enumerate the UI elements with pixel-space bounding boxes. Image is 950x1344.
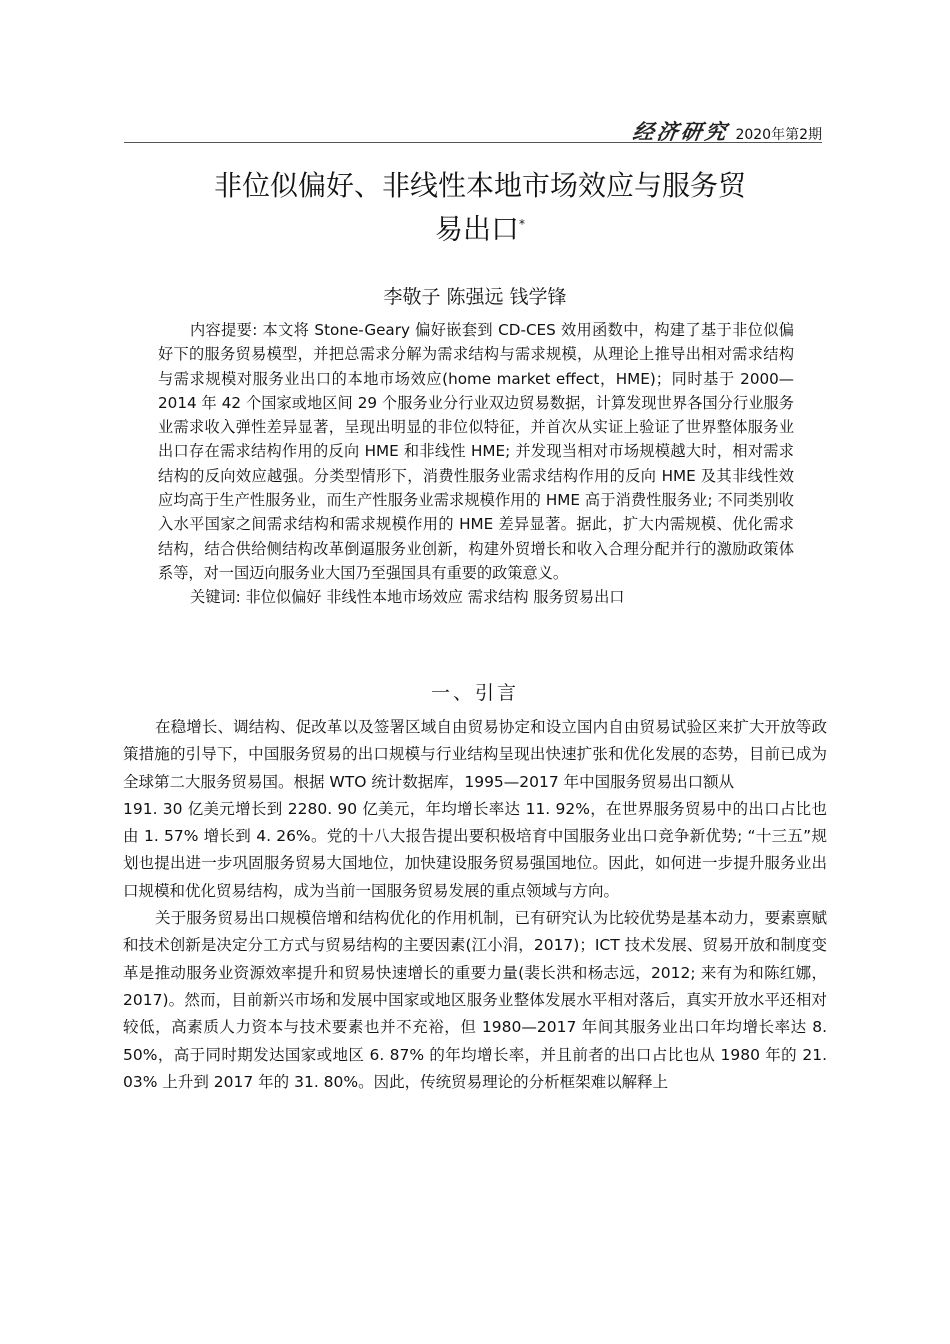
author-list: 李敬子 陈强远 钱学锋 [383,286,567,308]
title-line-2: 易出口 [434,212,519,246]
paragraph-1b: 191. 30 亿美元增长到 2280. 90 亿美元，年均增长率达 11. 92%，在世界服务贸易中的出口占比也由 1. 57% 增长到 4. 26%。党的十八大报告提出要积极培育中国服务业出口竞争新优势; “十三五”规划也提出进一步巩固服务贸易大国地位，加快建设服务贸易强国地位。因此，如何进一步提升服务业出口规模和优化贸易结构，成为当前一国服务贸易发展的重点领域与方向。 [123,799,827,900]
journal-logo: 经济研究 [631,119,732,144]
running-header [124,114,822,143]
paragraph-1a: 在稳增长、调结构、促改革以及签署区域自由贸易协定和设立国内自由贸易试验区来扩大开放等政策措施的引导下，中国服务贸易的出口规模与行业结构呈现出快速扩张和优化发展的态势，目前已成为全球第二大服务贸易国。根据 WTO 统计数据库，1995—2017 年中国服务贸易出口额从 [123,718,827,791]
journal-issue: 2020年第2期 [735,127,822,143]
journal-masthead [633,116,822,146]
abstract-text: 内容提要: 本文将 Stone-Geary 偏好嵌套到 CD-CES 效用函数中，构建了基于非位似偏好下的服务贸易模型，并把总需求分解为需求结构与需求规模，从理论上推导出相对需求结构与需求规模对服务业出口的本地市场效应(home market effect，HME)；同时基于 2000—2014 年 42 个国家或地区间 29 个服务业分行业双边贸易数据，计算发现世界各国分行业服务业需求收入弹性差异显著，呈现出明显的非位似特征，并首次从实证上验证了世界整体服务业出口存在需求结构作用的反向 HME 和非线性 HME; 并发现当相对市场规模越大时，相对需求结构的反向效应越强。分类型情形下，消费性服务业需求结构作用的反向 HME 及其非线性效应均高于生产性服务业，而生产性服务业需求规模作用的 HME 高于消费性服务业; 不同类别收入水平国家之间需求结构和需求规模作用的 HME 差异显著。据此，扩大内需规模、优化需求结构，结合供给侧结构改革倒逼服务业创新，构建外贸增长和收入合理分配并行的激励政策体系等，对一国迈向服务业大国乃至强国具有重要的政策意义。 [158,321,794,582]
title-footnote-mark: * [519,217,525,231]
paragraph-2: 关于服务贸易出口规模倍增和结构优化的作用机制，已有研究认为比较优势是基本动力，要素禀赋和技术创新是决定分工方式与贸易结构的主要因素(江小涓，2017)；ICT 技术发展、贸易开放和制度变革是推动服务业资源效率提升和贸易快速增长的重要力量(裴长洪和杨志远，2012; 来有为和陈红娜，2017)。然而，目前新兴市场和发展中国家或地区服务业整体发展水平相对落后，真实开放水平还相对较低，高素质人力资本与技术要素也并不充裕，但 1980—2017 年间其服务业出口年均增长率达 8. 50%，高于同时期发达国家或地区 6. 87% 的年均增长率，并且前者的出口占比也从 1980 年的 21. 03% 上升到 2017 年的 31. 80%。因此，传统贸易理论的分析框架难以解释上 [123,909,827,1091]
section-heading: 一、引言 [430,682,519,704]
abstract [158,318,794,610]
body-text [123,714,827,1096]
title-line-1: 非位似偏好、非线性本地市场效应与服务贸 [213,169,746,202]
article-title [140,167,820,248]
keywords: 关键词: 非位似偏好 非线性本地市场效应 需求结构 服务贸易出口 [190,588,625,607]
